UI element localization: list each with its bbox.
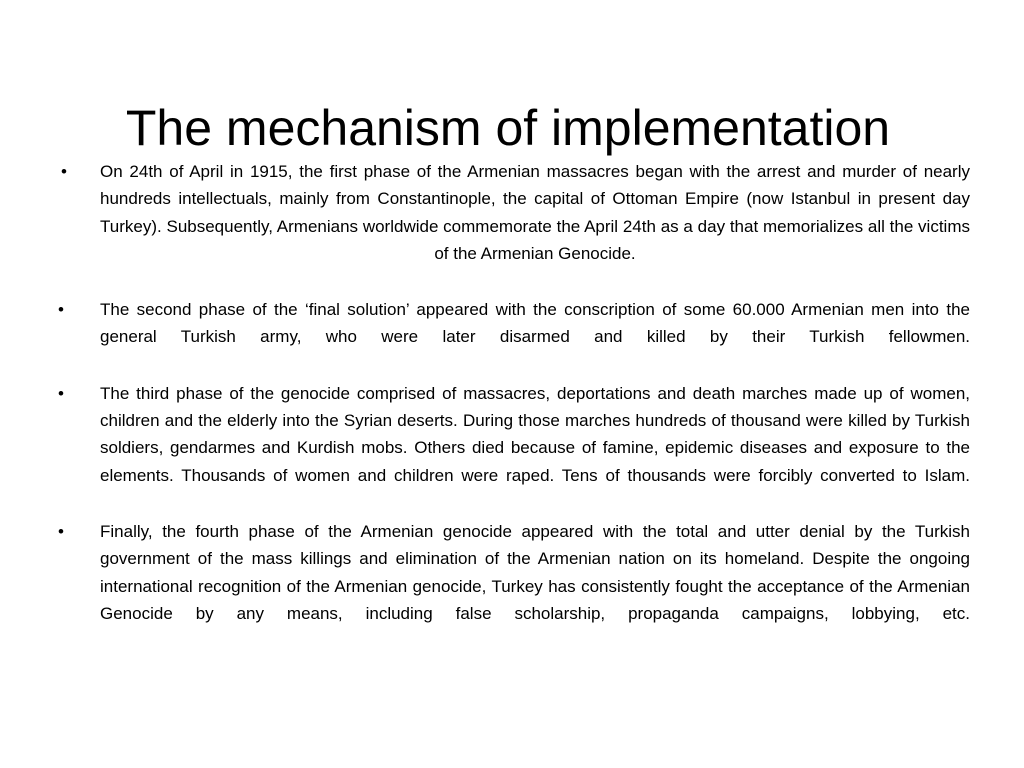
bullet-text-first-phase: On 24th of April in 1915, the first phase of the Armenian massacres began with the arrest and murder of nearly hundreds intellectuals, mainly from Constantinople, the capital of Ottoman Empire (now Istanbul in present day Turkey). Subsequently, Armenians worldwide commemorate the April 24th as a day that memorializes all the victims of the Armenian Genocide. xyxy=(100,162,970,263)
bullet-text-second-phase: The second phase of the ‘final solution’ appeared with the conscription of some 60.000 Armenian men into the general Turkish army, who were later disarmed and killed by their Turkish fellowmen. xyxy=(100,300,970,347)
bullet-dot-icon: • xyxy=(58,383,64,403)
slide-title: The mechanism of implementation xyxy=(125,99,891,156)
bullet-item-fourth-phase xyxy=(56,518,970,627)
bullet-dot-icon: • xyxy=(61,162,67,181)
bullet-text-fourth-phase: Finally, the fourth phase of the Armenian genocide appeared with the total and utter denial by the Turkish government of the mass killings and elimination of the Armenian nation on its homeland. Despite the ongoing international recognition of the Armenian genocide, Turkey has consistently fought the acceptance of the Armenian Genocide by any means, including false scholarship, propaganda campaigns, lobbying, etc. xyxy=(100,521,970,623)
bullet-text-third-phase: The third phase of the genocide comprised of massacres, deportations and death marches made up of women, children and the elderly into the Syrian deserts. During those marches hundreds of thousand were killed by Turkish soldiers, gendarmes and Kurdish mobs. Others died because of famine, epidemic diseases and exposure to the elements. Thousands of women and children were raped. Tens of thousands were forcibly converted to Islam. xyxy=(100,383,970,485)
bullet-dot-icon: • xyxy=(58,300,64,320)
bullet-item-second-phase xyxy=(56,296,970,351)
bullet-list xyxy=(56,158,970,627)
bullet-item-first-phase xyxy=(56,158,970,267)
bullet-dot-icon: • xyxy=(58,521,64,541)
bullet-item-third-phase xyxy=(56,380,970,489)
